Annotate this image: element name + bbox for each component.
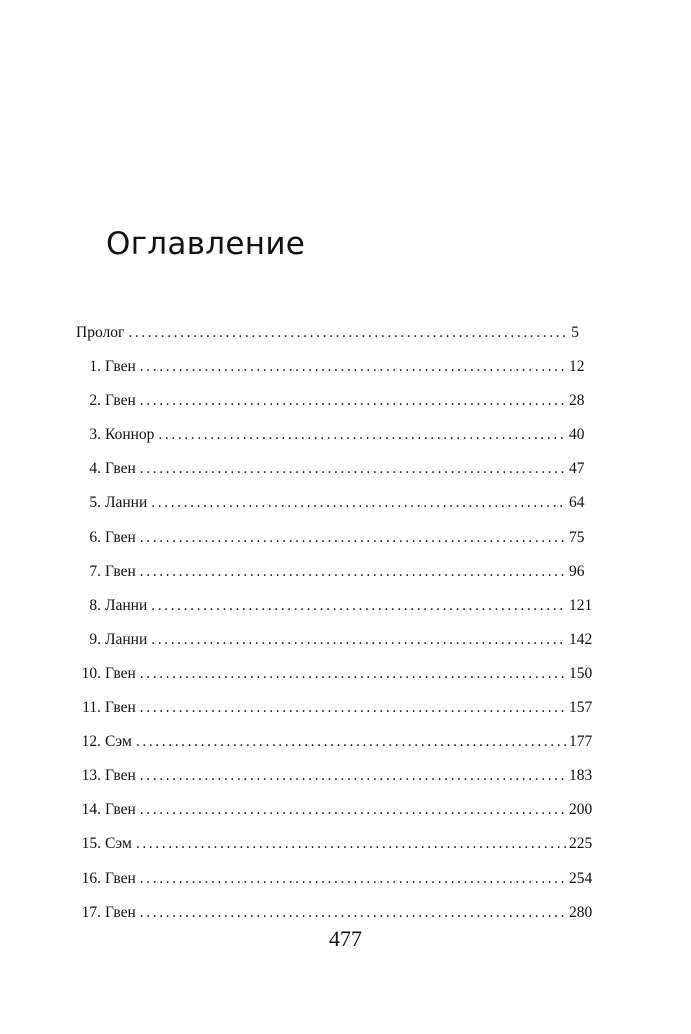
toc-entry-page: 225 [569, 835, 593, 853]
toc-entry [76, 862, 593, 896]
toc-dot-leader [136, 725, 566, 759]
toc-entry-number: 3. [89, 426, 101, 444]
toc-dot-leader [140, 657, 566, 691]
toc-entry-title: Сэм [105, 835, 132, 853]
toc-dot-leader [140, 862, 566, 896]
toc-entry-page: 64 [569, 494, 585, 512]
toc-entry [76, 623, 593, 657]
toc-entry-page: 40 [569, 426, 585, 444]
table-of-contents [76, 316, 593, 930]
toc-entry-page: 200 [569, 801, 593, 819]
toc-entry-page: 12 [569, 358, 585, 376]
toc-entry [76, 316, 579, 350]
toc-dot-leader [151, 589, 566, 623]
toc-entry [76, 759, 593, 793]
toc-entry-page: 121 [569, 596, 593, 614]
toc-entry-number: 1. [89, 358, 101, 376]
toc-dot-leader [128, 316, 566, 350]
toc-dot-leader [140, 452, 566, 486]
toc-entry-title: Гвен [105, 869, 136, 887]
toc-entry-title: Гвен [105, 460, 136, 478]
toc-entry [76, 793, 593, 827]
toc-entry [76, 827, 593, 861]
toc-entry-title: Гвен [105, 664, 136, 682]
toc-entry-page: 150 [569, 664, 593, 682]
toc-entry [76, 589, 593, 623]
toc-entry-number: 13. [81, 767, 101, 785]
toc-entry-number: 9. [89, 630, 101, 648]
toc-entry-title: Ланни [105, 630, 148, 648]
toc-entry-title: Гвен [105, 801, 136, 819]
toc-entry-page: 254 [569, 869, 593, 887]
toc-entry-title: Гвен [105, 699, 136, 717]
toc-entry-page: 28 [569, 392, 585, 410]
toc-entry-page: 177 [569, 733, 593, 751]
toc-entry [76, 350, 585, 384]
toc-entry-title: Сэм [105, 733, 132, 751]
toc-dot-leader [140, 555, 566, 589]
toc-entry-title: Гвен [105, 767, 136, 785]
toc-entry-number: 7. [89, 562, 101, 580]
toc-entry-page: 142 [569, 630, 593, 648]
toc-entry [76, 418, 585, 452]
toc-entry [76, 452, 585, 486]
toc-entry-number: 15. [81, 835, 101, 853]
toc-dot-leader [140, 691, 566, 725]
toc-dot-leader [136, 827, 566, 861]
toc-entry-title: Гвен [105, 392, 136, 410]
toc-entry [76, 486, 585, 520]
toc-dot-leader [151, 486, 566, 520]
toc-entry-number: 5. [89, 494, 101, 512]
toc-entry-title: Ланни [105, 494, 148, 512]
page-title: Оглавление [106, 226, 306, 262]
toc-entry-page: 47 [569, 460, 585, 478]
toc-entry-title: Гвен [105, 562, 136, 580]
toc-entry-page: 96 [569, 562, 585, 580]
toc-entry-number: 11. [82, 699, 101, 717]
toc-entry [76, 691, 593, 725]
toc-entry-page: 5 [571, 324, 579, 341]
toc-entry [76, 521, 585, 555]
toc-entry-title: Гвен [105, 358, 136, 376]
toc-entry-number: 4. [89, 460, 101, 478]
toc-entry-title: Гвен [105, 528, 136, 546]
toc-entry-number: 14. [81, 801, 101, 819]
toc-entry-number: 10. [81, 664, 101, 682]
toc-dot-leader [140, 759, 566, 793]
toc-entry [76, 555, 585, 589]
toc-dot-leader [140, 350, 566, 384]
toc-entry-page: 183 [569, 767, 593, 785]
toc-entry-number: 12. [81, 733, 101, 751]
toc-entry-title: Коннор [105, 426, 155, 444]
toc-dot-leader [151, 623, 566, 657]
toc-entry-page: 157 [569, 699, 593, 717]
toc-entry-number: 8. [89, 596, 101, 614]
toc-dot-leader [140, 793, 566, 827]
toc-entry [76, 657, 593, 691]
toc-entry-page: 280 [569, 903, 593, 921]
toc-entry-number: 6. [89, 528, 101, 546]
toc-entry-number: 2. [89, 392, 101, 410]
toc-entry [76, 725, 593, 759]
toc-entry-title: Ланни [105, 596, 148, 614]
toc-dot-leader [158, 418, 566, 452]
toc-dot-leader [140, 384, 566, 418]
toc-dot-leader [140, 521, 566, 555]
toc-entry-page: 75 [569, 528, 585, 546]
page-number: 477 [329, 926, 362, 951]
toc-entry-number: 17. [81, 903, 101, 921]
toc-entry-number: 16. [81, 869, 101, 887]
toc-entry-title: Гвен [105, 903, 136, 921]
toc-entry-title: Пролог [76, 324, 125, 341]
toc-entry [76, 384, 585, 418]
